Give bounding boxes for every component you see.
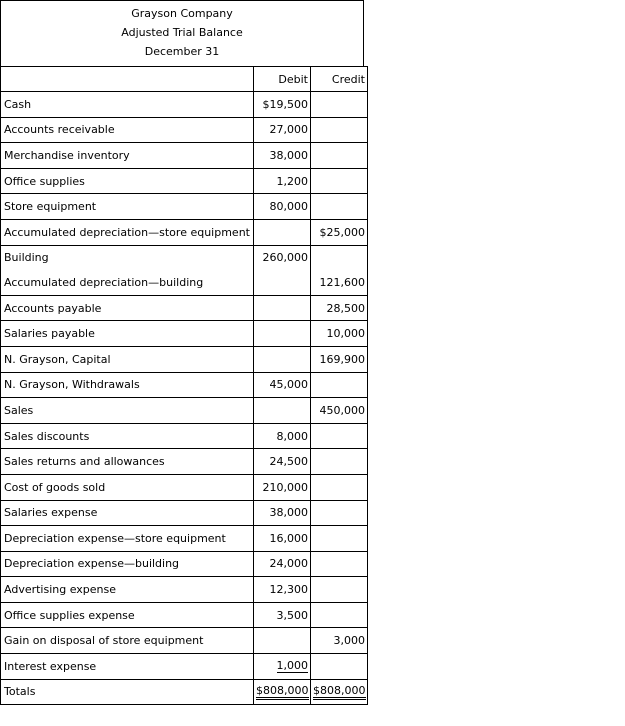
debit-cell: 16,000 (254, 526, 311, 552)
credit-cell: 28,500 (311, 295, 368, 321)
debit-cell: 27,000 (254, 117, 311, 143)
trial-balance-table (0, 66, 368, 705)
debit-cell: 260,000 (254, 245, 311, 270)
table-row (1, 321, 368, 347)
credit-cell (311, 500, 368, 526)
debit-cell: 80,000 (254, 194, 311, 220)
table-row (1, 628, 368, 654)
report-header (0, 0, 364, 66)
account-name-cell: Office supplies expense (1, 602, 254, 628)
totals-debit-cell (254, 679, 311, 705)
table-row (1, 398, 368, 424)
debit-cell (254, 321, 311, 347)
account-name-cell: Cash (1, 92, 254, 118)
debit-cell (254, 295, 311, 321)
account-name-cell: N. Grayson, Capital (1, 346, 254, 372)
account-name-cell: Accounts receivable (1, 117, 254, 143)
debit-cell: 45,000 (254, 372, 311, 398)
table-row (1, 295, 368, 321)
debit-cell: $19,500 (254, 92, 311, 118)
company-name: Grayson Company (131, 7, 233, 20)
account-name-cell: Salaries expense (1, 500, 254, 526)
table-row (1, 654, 368, 680)
debit-cell (254, 398, 311, 424)
debit-cell: 24,000 (254, 551, 311, 577)
account-name-cell: Office supplies (1, 168, 254, 194)
credit-cell (311, 143, 368, 169)
debit-cell (254, 270, 311, 295)
credit-cell: 10,000 (311, 321, 368, 347)
table-row (1, 270, 368, 295)
account-name-cell: Merchandise inventory (1, 143, 254, 169)
credit-cell (311, 372, 368, 398)
debit-cell (254, 346, 311, 372)
table-row (1, 526, 368, 552)
table-row (1, 449, 368, 475)
debit-cell-value: 1,000 (276, 659, 308, 673)
table-row (1, 602, 368, 628)
debit-cell (254, 628, 311, 654)
credit-cell (311, 551, 368, 577)
account-name-cell: Accounts payable (1, 295, 254, 321)
account-name-cell: Accumulated depreciation—store equipment (1, 219, 254, 245)
debit-cell (254, 654, 311, 680)
debit-cell: 210,000 (254, 474, 311, 500)
credit-cell (311, 577, 368, 603)
credit-cell (311, 117, 368, 143)
credit-cell: 450,000 (311, 398, 368, 424)
account-column-header (1, 67, 254, 92)
debit-cell: 38,000 (254, 500, 311, 526)
account-name-cell: N. Grayson, Withdrawals (1, 372, 254, 398)
credit-cell (311, 168, 368, 194)
table-row (1, 194, 368, 220)
credit-cell: $25,000 (311, 219, 368, 245)
table-row (1, 500, 368, 526)
table-row (1, 117, 368, 143)
debit-cell: 12,300 (254, 577, 311, 603)
table-row (1, 346, 368, 372)
table-row (1, 551, 368, 577)
table-row (1, 474, 368, 500)
table-row (1, 168, 368, 194)
debit-column-header: Debit (254, 67, 311, 92)
debit-cell: 3,500 (254, 602, 311, 628)
account-name-cell: Sales returns and allowances (1, 449, 254, 475)
table-row (1, 143, 368, 169)
debit-cell: 24,500 (254, 449, 311, 475)
totals-credit-cell (311, 679, 368, 705)
account-name-cell: Sales (1, 398, 254, 424)
account-name-cell: Advertising expense (1, 577, 254, 603)
credit-cell (311, 194, 368, 220)
table-row (1, 372, 368, 398)
account-name-cell: Cost of goods sold (1, 474, 254, 500)
credit-cell: 121,600 (311, 270, 368, 295)
totals-label: Totals (1, 679, 254, 705)
account-name-cell: Depreciation expense—building (1, 551, 254, 577)
totals-row (1, 679, 368, 705)
account-name-cell: Interest expense (1, 654, 254, 680)
account-name-cell: Building (1, 245, 254, 270)
table-row (1, 92, 368, 118)
credit-cell (311, 92, 368, 118)
credit-cell (311, 449, 368, 475)
totals-debit-value: $808,000 (256, 685, 309, 700)
credit-cell (311, 474, 368, 500)
totals-credit-value: $808,000 (313, 685, 366, 700)
credit-cell (311, 245, 368, 270)
credit-column-header: Credit (311, 67, 368, 92)
credit-cell (311, 423, 368, 449)
credit-cell: 169,900 (311, 346, 368, 372)
table-row (1, 577, 368, 603)
debit-cell: 1,200 (254, 168, 311, 194)
credit-cell (311, 654, 368, 680)
account-name-cell: Gain on disposal of store equipment (1, 628, 254, 654)
account-name-cell: Depreciation expense—store equipment (1, 526, 254, 552)
debit-cell: 8,000 (254, 423, 311, 449)
table-row (1, 423, 368, 449)
column-header-row (1, 67, 368, 92)
debit-cell: 38,000 (254, 143, 311, 169)
table-row (1, 245, 368, 270)
account-name-cell: Salaries payable (1, 321, 254, 347)
report-date: December 31 (144, 45, 220, 58)
debit-cell (254, 219, 311, 245)
account-name-cell: Sales discounts (1, 423, 254, 449)
credit-cell (311, 602, 368, 628)
account-name-cell: Store equipment (1, 194, 254, 220)
table-row (1, 219, 368, 245)
credit-cell (311, 526, 368, 552)
account-name-cell: Accumulated depreciation—building (1, 270, 254, 295)
report-title: Adjusted Trial Balance (121, 26, 243, 39)
credit-cell: 3,000 (311, 628, 368, 654)
